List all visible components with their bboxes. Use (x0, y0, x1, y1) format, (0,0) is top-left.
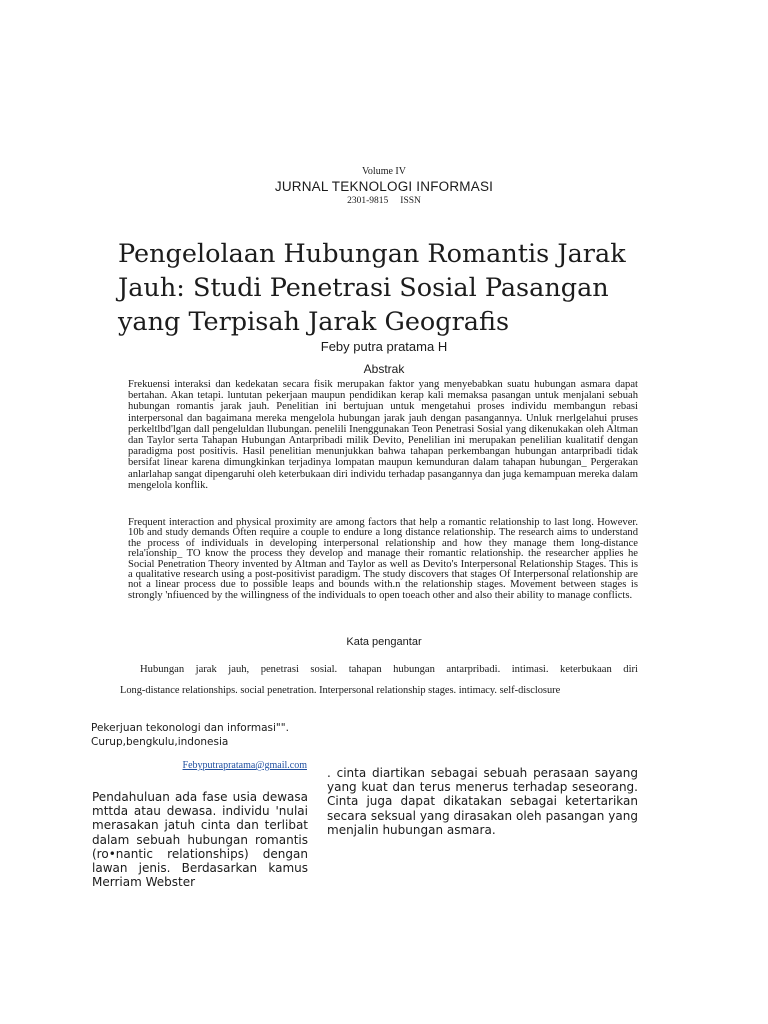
abstract-heading: Abstrak (363, 362, 405, 376)
issn-line (0, 196, 768, 206)
intro-paragraph-left: Pendahuluan ada fase usia dewasa mttda atau dewasa. individu 'nulai merasakan jatuh cinta dan terlibat dalam sebuah hubungan romantis (ro•nantic relationships) dengan lawan jenis. Berdasarkan kamus Merriam Webster (92, 790, 308, 890)
abstract-english: Frequent interaction and physical proximity are among factors that help a romantic relationship to last long. However. 10b and study demands Often require a couple to endure a long distance relationship. The research aims to understand the process of individuals in developing interpersonal relationship and how they manage them long-distance rela'ionship_ TO know the process they develop and manage their romantic relationship. the researcher applies he Social Penetration Theory invented by Altman and Taylor as well as Devito's Interpersonal Relationship Stages. This is a qualitative research using a post-positivist paradigm. The study discovers that stages Of Interpersonal relationship are not a linear process due to possible leaps and bounds with.n the relationship stages. Movement between stages is strongly 'nfiuenced by the willingness of the individuals to open toeach other and also their ability to manage conflicts. (128, 517, 638, 601)
intro-paragraph-right: . cinta diartikan sebagai sebuah perasaan sayang yang kuat dan terus menerus terhadap seseorang. Cinta juga dapat dikatakan sebagai ketertarikan secara seksual yang dirasakan oleh pasangan yang menjalin hubungan asmara. (327, 766, 638, 837)
affiliation-line-2: Curup,bengkulu,indonesia (91, 735, 229, 748)
issn-number: 2301-9815 (347, 196, 389, 206)
author-email-link[interactable]: Febyputrapratama@gmail.com (182, 760, 307, 771)
journal-name: JURNAL TEKNOLOGI INFORMASI (274, 179, 494, 194)
volume-label: Volume IV (362, 166, 406, 177)
issn-label: ISSN (400, 196, 421, 206)
affiliation-line-1: Pekerjuan tekonologi dan informasi"". (91, 722, 289, 734)
author-affiliation (91, 722, 321, 749)
keywords-english: Long-distance relationships. social penetration. Interpersonal relationship stages. intimacy. self-disclosure (120, 685, 561, 696)
article-title: Pengelolaan Hubungan Romantis Jarak Jauh: Studi Penetrasi Sosial Pasangan yang Terpisah Jarak Geografis (118, 239, 626, 337)
author-name: Feby putra pratama H (320, 339, 448, 354)
abstract-indonesian: Frekuensi interaksi dan kedekatan secara fisik merupakan faktor yang menyebabkan suatu hubungan asmara dapat bertahan. Akan tetapi. luntutan pekerjaan maupun pendidikan kerap kali memaksa pasangan untuk menjalani sebuah hubungan romantis jarak jauh. Penelitian ini bertujuan untuk mengetahui proses individu membangun rebasi interpersonal dan bagaimana mereka mengelola hubungan jarak jauh dengan pasangannya. Unluk rnerlgelahui pruses perkeltlbd'lgan dall pengeluldan llubungan. penelili Inenggunakan Teon Penetrasi Sosial yang dikenukakan oleh Altman dan Taylor serta Tahapan Hubungan Antarpribadi milik Devito, Penelilian ini merupakan penelilian kualitatif dengan paradigma post positivis. Hasil penelitian menunjukkan bahwa tahapan perkembangan hubungan antarpribadi tidak bersifat linear karena dimungkinkan terjadinya lompatan maupun kemunduran dalam tahapan hubungan_ Pergerakan anlarlahap sangat dipengaruhi oleh keterbukaan diri individu terhadap pasangannya dan juga kemampuan mereka dalam mengelola konflik. (128, 379, 638, 491)
keywords-heading: Kata pengantar (346, 636, 422, 648)
keywords-indonesian: Hubungan jarak jauh, penetrasi sosial. tahapan hubungan antarpribadi. intimasi. keterbukaan diri (140, 664, 638, 675)
